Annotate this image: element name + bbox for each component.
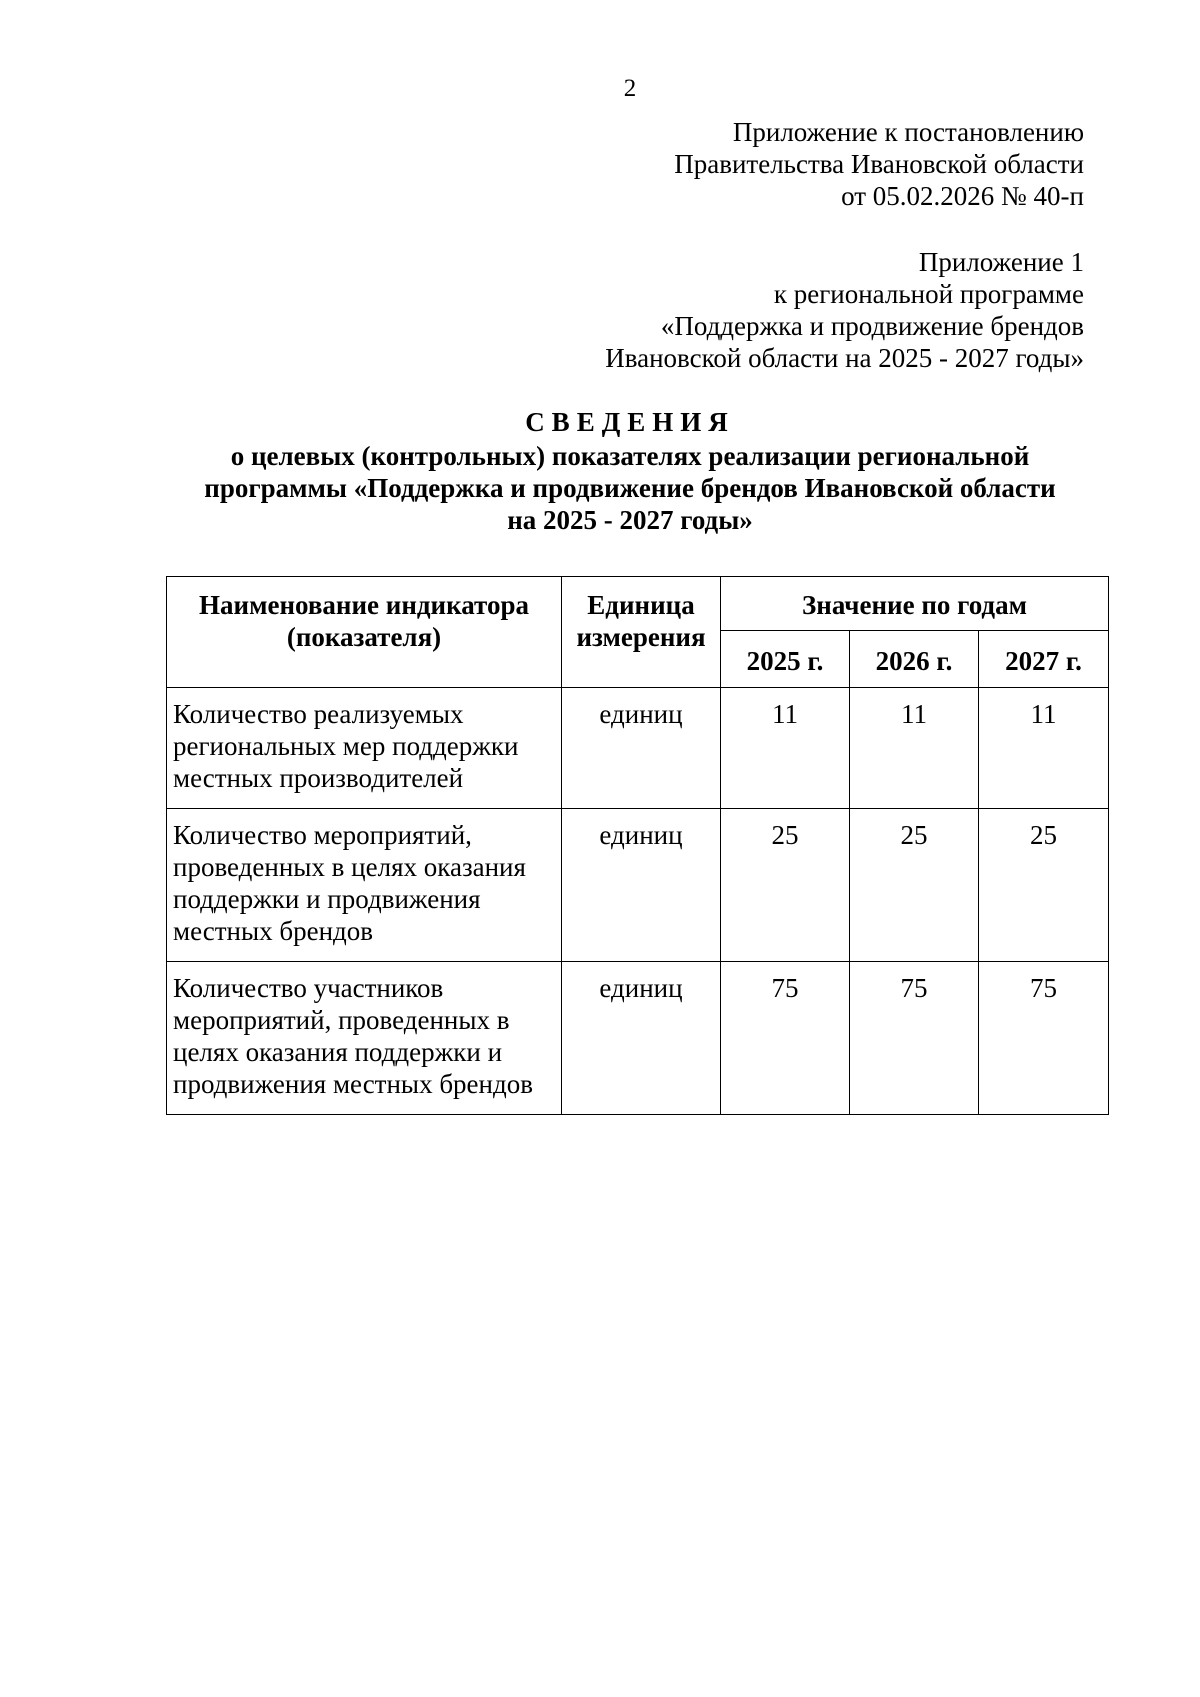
document-title: СВЕДЕНИЯ bbox=[525, 407, 735, 437]
table-row bbox=[167, 962, 1109, 1115]
table-body bbox=[167, 688, 1109, 1115]
attachment-main-line: Правительства Ивановской области bbox=[674, 149, 1084, 179]
header-values-by-year: Значение по годам bbox=[721, 577, 1109, 631]
value-cell: 25 bbox=[721, 809, 850, 962]
value-cell: 25 bbox=[979, 809, 1109, 962]
indicator-name-cell: Количество мероприятий, проведенных в целях оказания поддержки и продвижения местных брендов bbox=[167, 809, 562, 962]
table-row bbox=[167, 809, 1109, 962]
indicator-name-cell: Количество реализуемых региональных мер поддержки местных производителей bbox=[167, 688, 562, 809]
unit-cell: единиц bbox=[562, 962, 721, 1115]
value-cell: 11 bbox=[979, 688, 1109, 809]
header-indicator-name: Наименование индикатора (показателя) bbox=[167, 577, 562, 688]
header-year: 2026 г. bbox=[850, 631, 979, 688]
unit-cell: единиц bbox=[562, 688, 721, 809]
attachment-main-line: Приложение к постановлению bbox=[732, 117, 1084, 147]
attachment-main-line: от 05.02.2026 № 40-п bbox=[841, 181, 1084, 211]
page-number: 2 bbox=[623, 75, 637, 102]
table-row bbox=[167, 688, 1109, 809]
subtitle-line: о целевых (контрольных) показателях реализации региональной bbox=[230, 441, 1030, 471]
document-subtitle bbox=[0, 440, 1200, 536]
attachment-program-line: Приложение 1 bbox=[918, 247, 1084, 277]
attachment-program-block bbox=[605, 246, 1084, 374]
value-cell: 25 bbox=[850, 809, 979, 962]
attachment-program-line: к региональной программе bbox=[773, 279, 1084, 309]
header-unit: Единица измерения bbox=[562, 577, 721, 688]
value-cell: 75 bbox=[979, 962, 1109, 1115]
value-cell: 75 bbox=[850, 962, 979, 1115]
indicator-name-cell: Количество участников мероприятий, проведенных в целях оказания поддержки и продвижения местных брендов bbox=[167, 962, 562, 1115]
subtitle-line: программы «Поддержка и продвижение брендов Ивановской области bbox=[204, 473, 1056, 503]
table-header bbox=[167, 577, 1109, 688]
attachment-program-line: «Поддержка и продвижение брендов bbox=[660, 311, 1084, 341]
indicators-table bbox=[166, 576, 1109, 1115]
header-year: 2027 г. bbox=[979, 631, 1109, 688]
attachment-program-line: Ивановской области на 2025 - 2027 годы» bbox=[605, 343, 1084, 373]
value-cell: 11 bbox=[850, 688, 979, 809]
unit-cell: единиц bbox=[562, 809, 721, 962]
value-cell: 75 bbox=[721, 962, 850, 1115]
header-year: 2025 г. bbox=[721, 631, 850, 688]
attachment-main-block bbox=[674, 116, 1084, 212]
table-header-row bbox=[167, 577, 1109, 631]
value-cell: 11 bbox=[721, 688, 850, 809]
subtitle-line: на 2025 - 2027 годы» bbox=[507, 505, 753, 535]
